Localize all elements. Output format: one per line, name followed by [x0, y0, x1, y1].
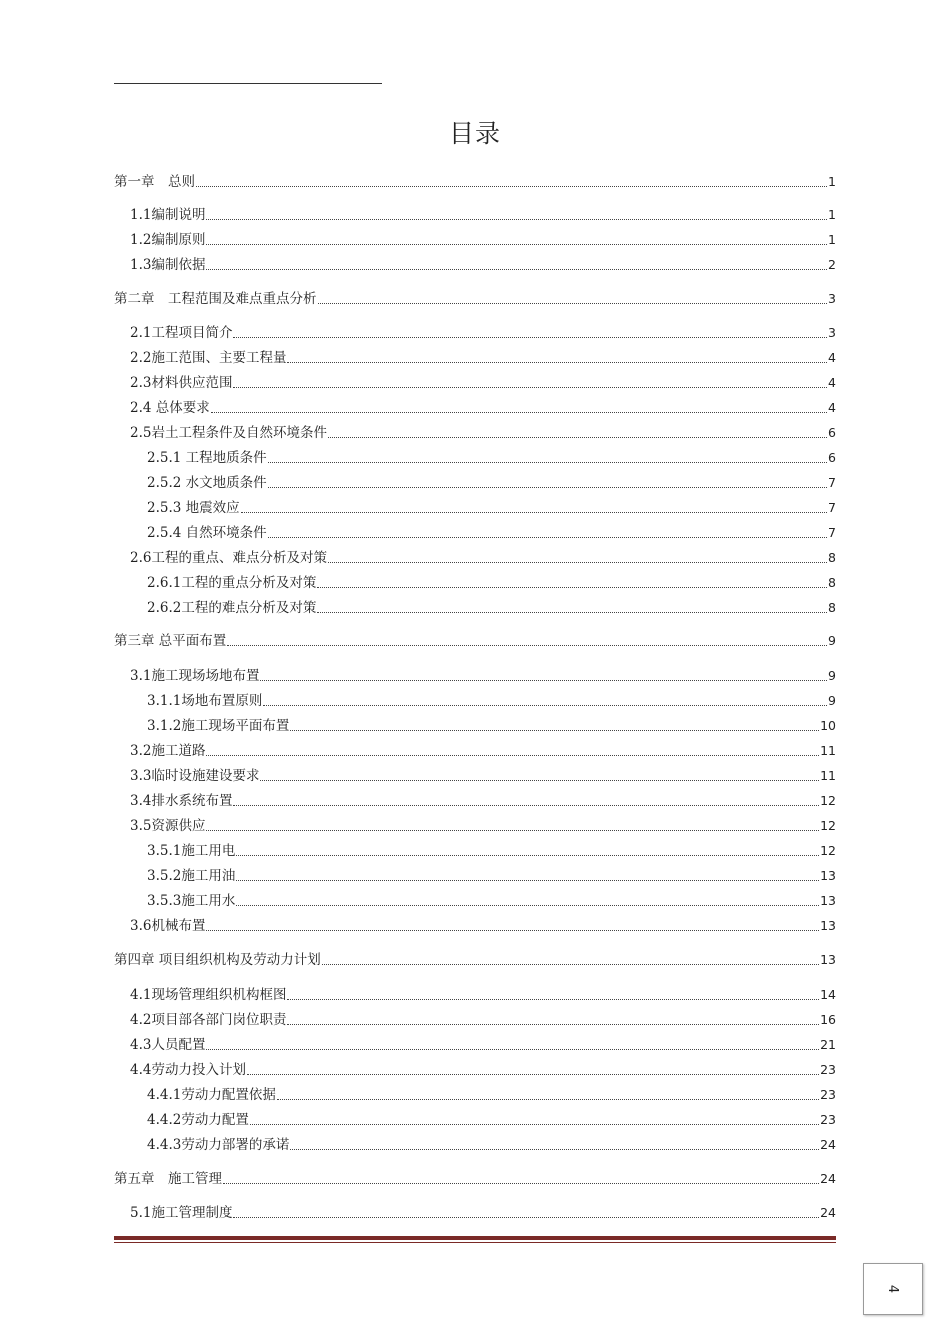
toc-entry-title: 3.5.1施工用电	[147, 843, 236, 859]
toc-entry-title: 第二章 工程范围及难点重点分析	[114, 291, 317, 307]
toc-entry-title: 3.5.3施工用水	[147, 893, 236, 909]
toc-entry-page: 13	[820, 918, 836, 933]
toc-entry[interactable]	[114, 863, 836, 885]
toc-entry-page: 8	[828, 600, 836, 615]
toc-entry[interactable]	[114, 1166, 836, 1188]
toc-dot-leader	[290, 1149, 819, 1150]
toc-entry[interactable]	[114, 520, 836, 542]
toc-entry-title: 5.1施工管理制度	[130, 1205, 233, 1221]
toc-entry-page: 13	[820, 952, 836, 967]
toc-entry-page: 23	[820, 1062, 836, 1077]
toc-entry-title: 3.5资源供应	[130, 818, 206, 834]
toc-entry[interactable]	[114, 445, 836, 467]
toc-entry[interactable]	[114, 663, 836, 685]
toc-entry[interactable]	[114, 763, 836, 785]
toc-dot-leader	[287, 1024, 819, 1025]
toc-entry[interactable]	[114, 470, 836, 492]
toc-entry[interactable]	[114, 395, 836, 417]
toc-dot-leader	[260, 780, 819, 781]
page-number-box	[863, 1263, 923, 1315]
toc-dot-leader	[206, 930, 819, 931]
toc-entry-title: 2.6.2工程的难点分析及对策	[147, 600, 317, 616]
toc-entry-title: 4.1现场管理组织机构框图	[130, 987, 287, 1003]
toc-dot-leader	[211, 412, 827, 413]
toc-entry-page: 3	[828, 325, 836, 340]
toc-entry-page: 12	[820, 793, 836, 808]
toc-entry[interactable]	[114, 1057, 836, 1079]
toc-entry-page: 7	[828, 475, 836, 490]
toc-dot-leader	[236, 855, 819, 856]
toc-entry-page: 7	[828, 525, 836, 540]
toc-dot-leader	[241, 512, 827, 513]
toc-entry-title: 4.4.3劳动力部署的承诺	[147, 1137, 290, 1153]
toc-entry-title: 第四章 项目组织机构及劳动力计划	[114, 952, 321, 968]
toc-entry[interactable]	[114, 1132, 836, 1154]
toc-dot-leader	[268, 487, 827, 488]
toc-entry-title: 2.3材料供应范围	[130, 375, 233, 391]
toc-entry-title: 1.2编制原则	[130, 232, 206, 248]
toc-entry-page: 1	[828, 174, 836, 189]
toc-entry-page: 16	[820, 1012, 836, 1027]
toc-entry[interactable]	[114, 320, 836, 342]
toc-entry-title: 2.6.1工程的重点分析及对策	[147, 575, 317, 591]
toc-entry-page: 13	[820, 868, 836, 883]
toc-entry-title: 2.2施工范围、主要工程量	[130, 350, 287, 366]
toc-entry[interactable]	[114, 947, 836, 969]
toc-dot-leader	[268, 537, 827, 538]
toc-entry-title: 2.4 总体要求	[130, 400, 210, 416]
toc-entry[interactable]	[114, 788, 836, 810]
toc-entry[interactable]	[114, 370, 836, 392]
toc-entry-page: 6	[828, 450, 836, 465]
toc-entry-title: 第五章 施工管理	[114, 1171, 222, 1187]
toc-entry-page: 4	[828, 375, 836, 390]
toc-entry-page: 23	[820, 1112, 836, 1127]
toc-entry-title: 4.2项目部各部门岗位职责	[130, 1012, 287, 1028]
toc-entry-title: 3.1施工现场场地布置	[130, 668, 260, 684]
toc-dot-leader	[250, 1124, 819, 1125]
toc-entry[interactable]	[114, 888, 836, 910]
toc-entry-page: 10	[820, 718, 836, 733]
toc-entry[interactable]	[114, 982, 836, 1004]
toc-dot-leader	[227, 645, 827, 646]
toc-entry-title: 1.3编制依据	[130, 257, 206, 273]
toc-dot-leader	[196, 186, 827, 187]
toc-entry-title: 2.5.2 水文地质条件	[147, 475, 267, 491]
toc-entry[interactable]	[114, 738, 836, 760]
toc-dot-leader	[233, 1217, 819, 1218]
toc-entry[interactable]	[114, 169, 836, 191]
toc-entry-title: 2.6工程的重点、难点分析及对策	[130, 550, 327, 566]
toc-entry-page: 11	[820, 743, 836, 758]
toc-entry[interactable]	[114, 913, 836, 935]
footer-rule-thin	[114, 1242, 836, 1243]
toc-entry-page: 2	[828, 257, 836, 272]
toc-entry-title: 4.4.2劳动力配置	[147, 1112, 249, 1128]
toc-entry[interactable]	[114, 1007, 836, 1029]
toc-dot-leader	[247, 1074, 819, 1075]
toc-entry[interactable]	[114, 570, 836, 592]
toc-entry-page: 9	[828, 668, 836, 683]
toc-title: 目录	[448, 119, 501, 148]
toc-dot-leader	[206, 755, 819, 756]
toc-entry[interactable]	[114, 495, 836, 517]
toc-entry[interactable]	[114, 838, 836, 860]
toc-dot-leader	[233, 387, 827, 388]
toc-entry-page: 8	[828, 575, 836, 590]
toc-dot-leader	[263, 705, 827, 706]
toc-entry-title: 3.1.1场地布置原则	[147, 693, 263, 709]
toc-entry-title: 3.2施工道路	[130, 743, 206, 759]
toc-dot-leader	[236, 880, 819, 881]
toc-dot-leader	[290, 730, 819, 731]
toc-entry[interactable]	[114, 1032, 836, 1054]
header-rule	[114, 83, 382, 84]
toc-dot-leader	[328, 562, 827, 563]
toc-entry-page: 12	[820, 818, 836, 833]
toc-dot-leader	[233, 805, 819, 806]
toc-entry-title: 第一章 总则	[114, 174, 195, 190]
toc-dot-leader	[268, 462, 827, 463]
toc-dot-leader	[317, 587, 827, 588]
toc-entry-page: 9	[828, 693, 836, 708]
toc-entry-page: 6	[828, 425, 836, 440]
toc-dot-leader	[287, 362, 827, 363]
toc-entry-page: 24	[820, 1205, 836, 1220]
toc-entry-title: 2.5岩土工程条件及自然环境条件	[130, 425, 327, 441]
toc-dot-leader	[287, 999, 819, 1000]
toc-dot-leader	[317, 612, 827, 613]
toc-entry-title: 2.5.4 自然环境条件	[147, 525, 267, 541]
toc-dot-leader	[236, 905, 819, 906]
toc-entry-page: 14	[820, 987, 836, 1002]
toc-entry-title: 3.6机械布置	[130, 918, 206, 934]
toc-dot-leader	[206, 244, 827, 245]
toc-entry[interactable]	[114, 595, 836, 617]
toc-entry-title: 第三章 总平面布置	[114, 633, 227, 649]
toc-entry-title: 1.1编制说明	[130, 207, 206, 223]
toc-entry[interactable]	[114, 227, 836, 249]
toc-entry-page: 9	[828, 633, 836, 648]
toc-entry[interactable]	[114, 1082, 836, 1104]
toc-entry-title: 4.4劳动力投入计划	[130, 1062, 246, 1078]
toc-dot-leader	[206, 1049, 819, 1050]
toc-entry-title: 3.5.2施工用油	[147, 868, 236, 884]
toc-entry[interactable]	[114, 202, 836, 224]
toc-dot-leader	[223, 1183, 819, 1184]
toc-entry[interactable]	[114, 345, 836, 367]
toc-dot-leader	[322, 964, 819, 965]
footer-rule	[114, 1236, 836, 1240]
toc-entry[interactable]	[114, 545, 836, 567]
toc-entry-page: 23	[820, 1087, 836, 1102]
toc-entry-title: 4.3人员配置	[130, 1037, 206, 1053]
toc-entry-page: 1	[828, 232, 836, 247]
toc-entry-title: 4.4.1劳动力配置依据	[147, 1087, 276, 1103]
toc-dot-leader	[277, 1099, 819, 1100]
toc-entry[interactable]	[114, 628, 836, 650]
toc-entry[interactable]	[114, 1107, 836, 1129]
toc-entry[interactable]	[114, 286, 836, 308]
toc-entry[interactable]	[114, 252, 836, 274]
toc-entry-page: 7	[828, 500, 836, 515]
toc-dot-leader	[233, 337, 827, 338]
toc-entry-page: 13	[820, 893, 836, 908]
toc-dot-leader	[318, 303, 828, 304]
toc-entry[interactable]	[114, 420, 836, 442]
toc-dot-leader	[260, 680, 827, 681]
toc-entry-page: 12	[820, 843, 836, 858]
toc-dot-leader	[206, 219, 827, 220]
toc-entry[interactable]	[114, 713, 836, 735]
toc-entry[interactable]	[114, 688, 836, 710]
toc-entry-page: 24	[820, 1171, 836, 1186]
toc-entry[interactable]	[114, 1200, 836, 1222]
toc-entry-page: 4	[828, 400, 836, 415]
toc-entry-page: 11	[820, 768, 836, 783]
toc-entry-title: 2.5.3 地震效应	[147, 500, 240, 516]
toc-entry-page: 1	[828, 207, 836, 222]
toc-entry-title: 3.3临时设施建设要求	[130, 768, 260, 784]
toc-dot-leader	[206, 830, 819, 831]
toc-dot-leader	[206, 269, 827, 270]
toc-entry-page: 24	[820, 1137, 836, 1152]
toc-entry-page: 21	[820, 1037, 836, 1052]
toc-entry-title: 3.4排水系统布置	[130, 793, 233, 809]
toc-entry-page: 8	[828, 550, 836, 565]
toc-entry[interactable]	[114, 813, 836, 835]
page-number: 4	[885, 1284, 901, 1294]
toc-entry-title: 2.5.1 工程地质条件	[147, 450, 267, 466]
toc-entry-page: 3	[828, 291, 836, 306]
toc-dot-leader	[328, 437, 827, 438]
toc-entry-title: 2.1工程项目简介	[130, 325, 233, 341]
toc-entry-page: 4	[828, 350, 836, 365]
toc-entry-title: 3.1.2施工现场平面布置	[147, 718, 290, 734]
